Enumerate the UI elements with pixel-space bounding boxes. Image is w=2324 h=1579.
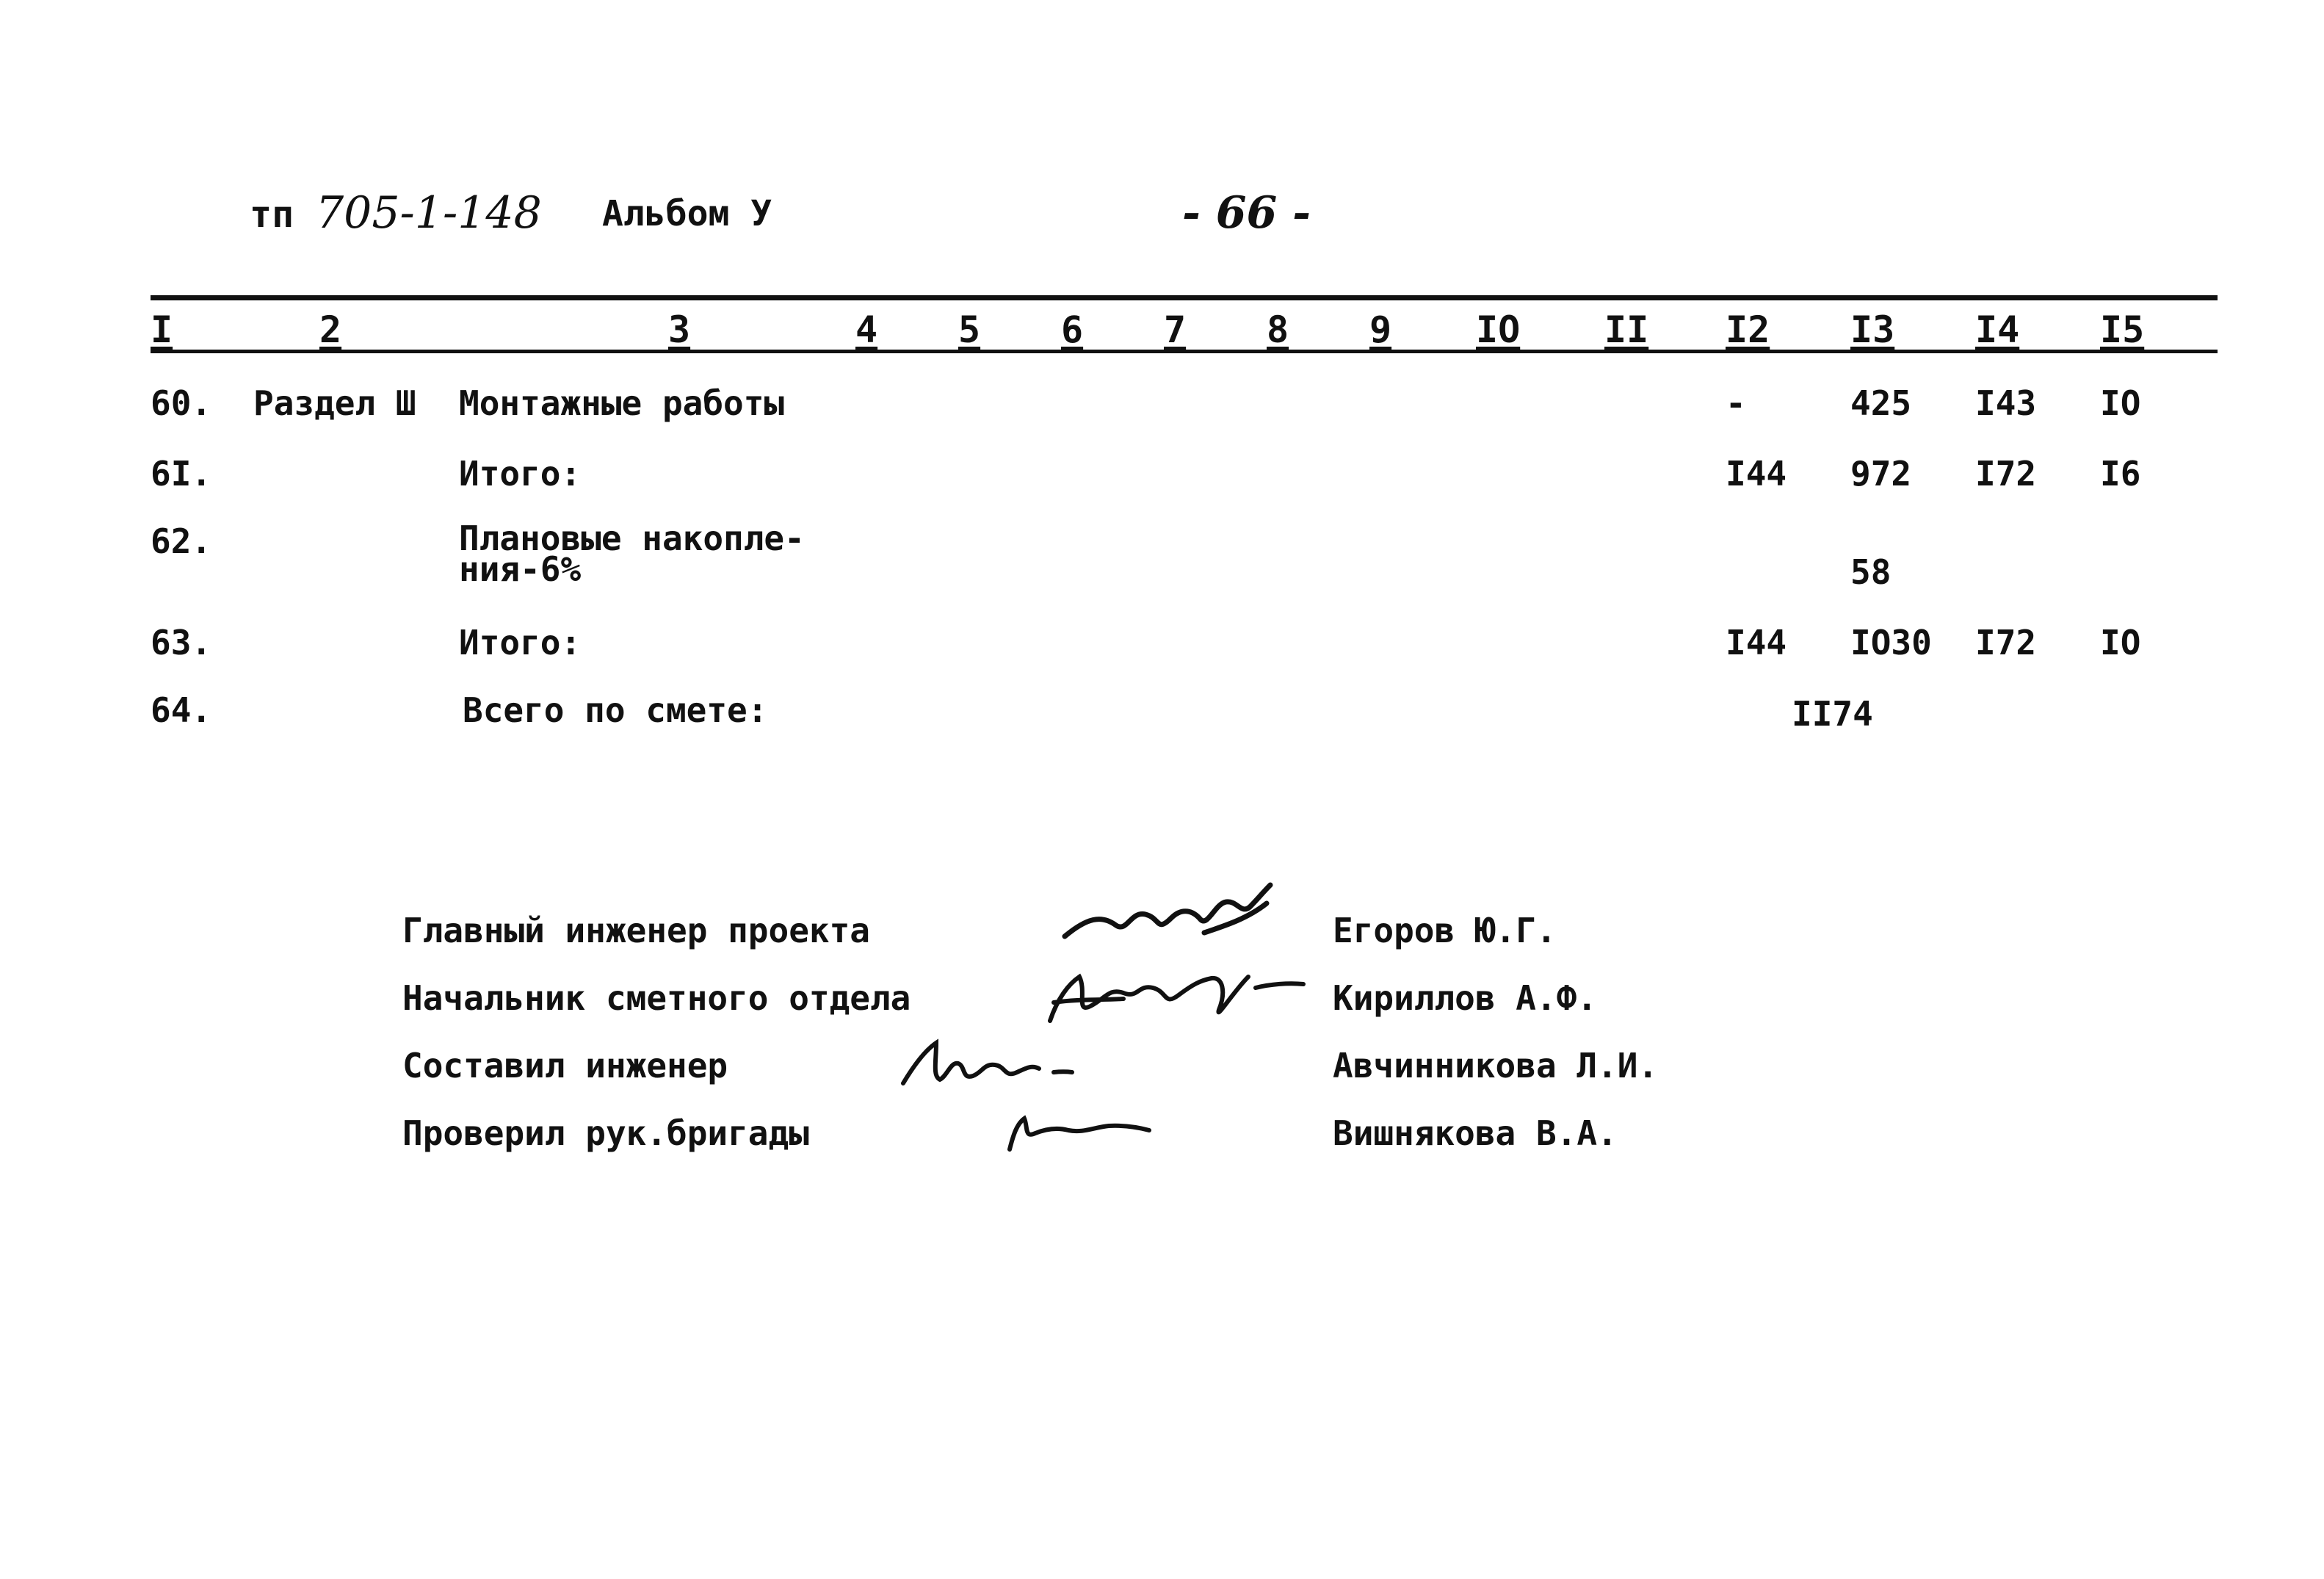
- row-name: Монтажные работы: [459, 383, 785, 423]
- col-12: I2: [1726, 308, 1770, 351]
- col-5: 5: [958, 308, 981, 351]
- col-7: 7: [1164, 308, 1187, 351]
- handwritten-signature: [999, 1105, 1160, 1157]
- row-col15: IO: [2100, 623, 2141, 662]
- album-label: Альбом У: [602, 193, 772, 234]
- row-col12: I44: [1726, 454, 1787, 494]
- signature-name: Кириллов А.Ф.: [1333, 978, 1598, 1018]
- project-number: 705-1-148: [316, 187, 542, 239]
- signature-role: Составил инженер: [402, 1046, 728, 1085]
- row-col14: I72: [1975, 454, 2037, 494]
- signature-role: Начальник сметного отдела: [402, 978, 911, 1018]
- col-4: 4: [855, 308, 878, 351]
- signature-name: Вишнякова В.А.: [1333, 1113, 1618, 1153]
- row-name: Итого:: [459, 454, 582, 494]
- row-col14: I72: [1975, 623, 2037, 662]
- row-number: 64.: [151, 690, 212, 730]
- row-name: Всего по смете:: [463, 690, 768, 730]
- signature-role: Главный инженер проекта: [402, 911, 870, 950]
- row-name-line2: ния-6%: [459, 549, 582, 589]
- row-name-line1: Плановые накопле-: [459, 518, 805, 558]
- signature-name: Авчинникова Л.И.: [1333, 1046, 1659, 1085]
- col-14: I4: [1975, 308, 2020, 351]
- row-name: Итого:: [459, 623, 582, 662]
- table-top-rule: [151, 295, 2218, 300]
- handwritten-signature: [896, 1036, 1087, 1094]
- col-11: II: [1604, 308, 1649, 351]
- document-header: [250, 187, 2159, 239]
- col-6: 6: [1061, 308, 1084, 351]
- row-col13: 58: [1850, 552, 1892, 592]
- col-9: 9: [1369, 308, 1392, 351]
- col-13: I3: [1850, 308, 1895, 351]
- estimate-total: II74: [1792, 694, 1873, 734]
- row-col13: 972: [1850, 454, 1912, 494]
- col-10: IO: [1476, 308, 1521, 351]
- handwritten-signature: [1035, 947, 1307, 1036]
- page-number: - 66 -: [1182, 187, 1311, 239]
- handwritten-signature: [1057, 874, 1278, 955]
- header-prefix: тп: [250, 193, 294, 236]
- row-col14: I43: [1975, 383, 2037, 423]
- signature-role: Проверил рук.бригады: [402, 1113, 809, 1153]
- row-col12: I44: [1726, 623, 1787, 662]
- row-number: 6I.: [151, 454, 212, 494]
- row-col13: 425: [1850, 383, 1912, 423]
- row-section: Раздел Ш: [253, 383, 416, 423]
- row-col15: IO: [2100, 383, 2141, 423]
- row-number: 63.: [151, 623, 212, 662]
- row-col15: I6: [2100, 454, 2141, 494]
- col-2: 2: [319, 308, 342, 351]
- col-1: I: [151, 308, 173, 351]
- row-col13: IO30: [1850, 623, 1932, 662]
- col-15: I5: [2100, 308, 2145, 351]
- col-8: 8: [1267, 308, 1289, 351]
- signature-name: Егоров Ю.Г.: [1333, 911, 1557, 950]
- row-col12: -: [1726, 383, 1746, 423]
- col-3: 3: [668, 308, 691, 351]
- row-number: 62.: [151, 521, 212, 561]
- row-number: 60.: [151, 383, 212, 423]
